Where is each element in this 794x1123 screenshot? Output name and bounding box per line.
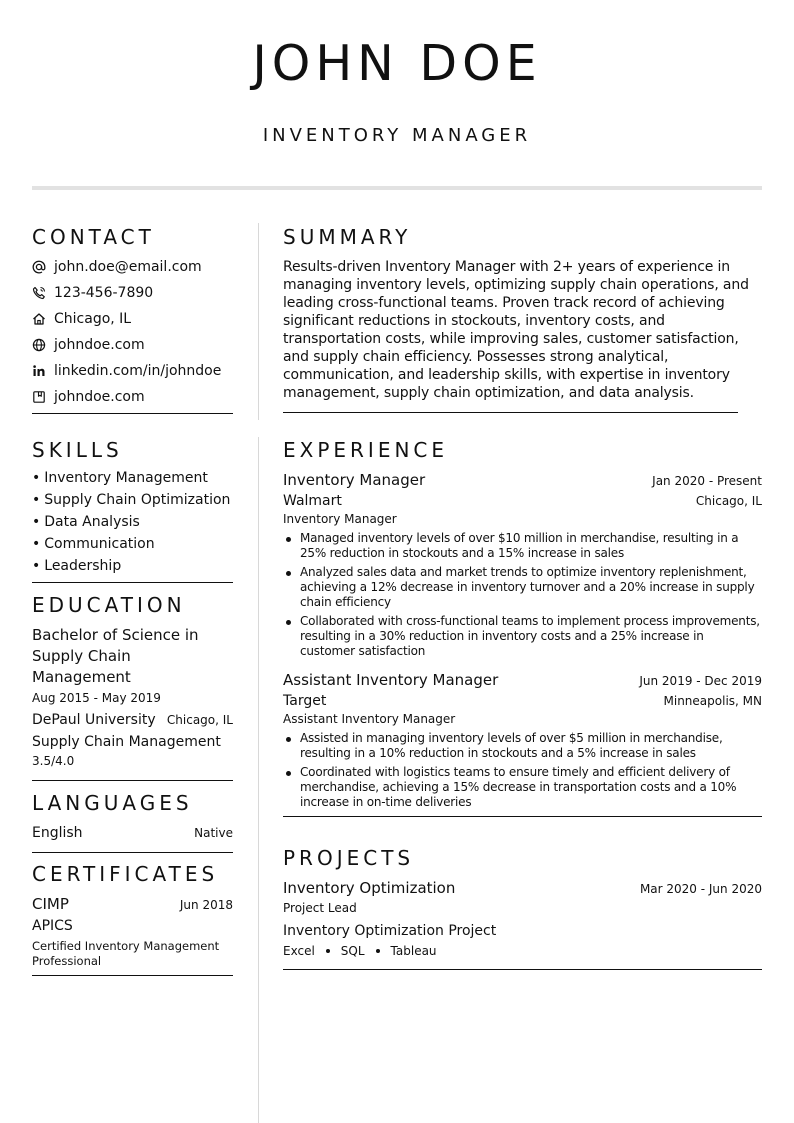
education-heading: EDUCATION [32,593,186,617]
job-bullet: Collaborated with cross-functional teams to implement process improvements, resulting in a 30% reduction in inventory costs and a 25% increase in customer satisfaction [283,614,762,659]
job-bullet: Managed inventory levels of over $10 million in merchandise, resulting in a 25% reduction in stockouts and a 15% increase in sales [283,531,762,561]
project-tool: SQL [340,944,365,958]
projects-heading: PROJECTS [283,846,415,870]
skill-item: • Inventory Management [32,467,233,489]
tool-separator [376,949,380,953]
contact-linkedin-text: linkedin.com/in/johndoe [54,363,222,379]
certificate-item [32,893,233,915]
contact-website[interactable] [32,332,233,358]
school-name: DePaul University [32,712,156,728]
project-tools [283,943,762,959]
column-divider-bottom [258,437,259,1123]
school-location: Chicago, IL [166,713,233,727]
education-major: Supply Chain Management [32,734,221,750]
skill-item: • Leadership [32,555,233,577]
skill-item: • Supply Chain Optimization [32,489,233,511]
experience-divider [283,816,762,817]
job-bullets [283,531,762,659]
header-divider [32,186,762,190]
job-title: Assistant Inventory Manager [283,671,499,689]
candidate-name: JOHN DOE [252,35,542,92]
globe-icon [32,338,46,352]
contact-website-text: johndoe.com [54,337,145,353]
contact-portfolio[interactable] [32,384,233,410]
skill-item: • Communication [32,533,233,555]
certificates-section [32,862,233,976]
phone-icon [32,286,46,300]
experience-section [283,438,762,817]
project-tool: Excel [283,944,315,958]
job-company-row [283,691,762,711]
language-level: Native [194,826,233,840]
contact-portfolio-text: johndoe.com [54,389,145,405]
project-dates: Mar 2020 - Jun 2020 [639,882,762,896]
project-name: Inventory Optimization [283,879,456,897]
skills-section [32,438,233,583]
certificate-date: Jun 2018 [179,898,233,912]
job-header [283,669,762,691]
project-header [283,877,762,899]
language-item [32,822,233,844]
job-role: Assistant Inventory Manager [283,712,456,726]
contact-phone-text: 123-456-7890 [54,285,154,301]
contact-phone[interactable] [32,280,233,306]
portfolio-icon [32,390,46,404]
contact-section [32,225,233,414]
project-role: Project Lead [283,901,357,915]
job-entry [283,469,762,659]
education-school-row [32,709,233,731]
job-bullets [283,731,762,810]
contact-email[interactable] [32,254,233,280]
job-title: Inventory Manager [283,471,426,489]
contact-heading: CONTACT [32,225,155,249]
summary-section [283,225,762,413]
languages-heading: LANGUAGES [32,791,193,815]
contact-location [32,306,233,332]
project-entry [283,877,762,959]
degree-title: Bachelor of Science in Supply Chain Management [32,626,199,686]
education-dates: Aug 2015 - May 2019 [32,691,161,705]
job-header [283,469,762,491]
experience-heading: EXPERIENCE [283,438,449,462]
at-icon [32,260,46,274]
certificate-issuer: APICS [32,918,73,934]
projects-section [283,846,762,970]
summary-heading: SUMMARY [283,225,412,249]
summary-text: Results-driven Inventory Manager with 2+ years of experience in managing inventory levels, optimizing supply chain operations, and leading cross-functional teams. Proven track record of achieving significant reductions in stockouts, inventory costs, and transportation costs, while improving sales, customer satisfaction, and supply chain efficiency. Possesses strong analytical, communication, and leadership skills, with expertise in inventory management, supply chain optimization, and data analysis. [283,259,749,401]
project-title: Inventory Optimization Project [283,923,497,939]
languages-section [32,791,233,853]
linkedin-icon [32,364,46,378]
job-company: Target [283,693,327,709]
job-location: Minneapolis, MN [663,694,762,708]
education-divider [32,780,233,781]
job-role: Inventory Manager [283,512,397,526]
education-gpa: 3.5/4.0 [32,754,75,768]
home-icon [32,312,46,326]
candidate-title: INVENTORY MANAGER [262,125,532,146]
job-dates: Jan 2020 - Present [652,474,762,488]
contact-linkedin[interactable] [32,358,233,384]
tool-separator [326,949,330,953]
projects-divider [283,969,762,970]
job-company-row [283,491,762,511]
certificate-name: CIMP [32,895,69,913]
project-tool: Tableau [390,944,437,958]
skills-heading: SKILLS [32,438,123,462]
languages-divider [32,852,233,853]
contact-email-text: john.doe@email.com [54,259,202,275]
job-entry [283,669,762,810]
certificates-divider [32,975,233,976]
skills-list [32,467,233,577]
summary-divider [283,412,738,413]
contact-location-text: Chicago, IL [54,311,132,327]
job-dates: Jun 2019 - Dec 2019 [639,674,762,688]
certificate-description: Certified Inventory Management Professional [32,939,220,968]
skills-divider [32,582,233,583]
certificates-heading: CERTIFICATES [32,862,219,886]
job-location: Chicago, IL [695,494,762,508]
job-bullet: Coordinated with logistics teams to ensure timely and efficient delivery of merchandise, achieving a 15% decrease in transportation costs and a 10% increase in on-time deliveries [283,765,762,810]
language-name: English [32,825,83,841]
contact-divider [32,413,233,414]
job-bullet: Analyzed sales data and market trends to optimize inventory replenishment, achieving a 12% decrease in inventory turnover and a 20% increase in supply chain efficiency [283,565,762,610]
job-bullet: Assisted in managing inventory levels of over $5 million in merchandise, resulting in a 10% reduction in stockouts and a 5% increase in sales [283,731,762,761]
education-section [32,593,233,781]
column-divider-top [258,223,259,420]
contact-list [32,254,233,410]
skill-item: • Data Analysis [32,511,233,533]
job-company: Walmart [283,493,342,509]
